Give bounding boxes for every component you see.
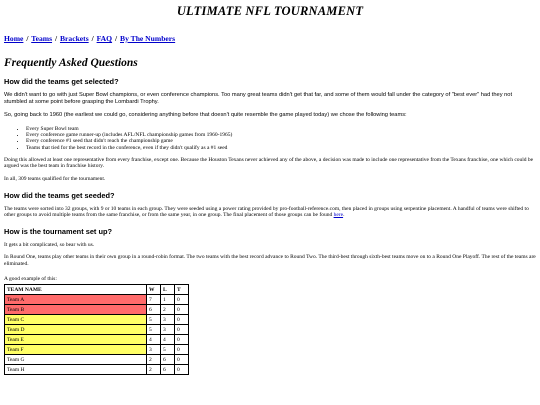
losses-cell: 5 [161, 345, 175, 355]
losses-cell: 2 [161, 305, 175, 315]
wins-cell: 3 [147, 345, 161, 355]
table-row [5, 315, 189, 325]
selection-criteria-list [4, 126, 536, 151]
team-name-cell: Team G [5, 355, 147, 365]
list-item: • Every Super Bowl team [26, 126, 536, 132]
faq-heading: Frequently Asked Questions [4, 57, 138, 69]
ties-cell: 0 [175, 295, 189, 305]
column-header: W [147, 285, 161, 295]
question-team-selection: How did the teams get selected? [4, 77, 119, 86]
answer-paragraph: So, going back to 1960 (the earliest we could go, considering anything before that doesn't quite resemble the game played today) we chose the following teams: [4, 112, 407, 119]
table-row [5, 355, 189, 365]
losses-cell: 1 [161, 295, 175, 305]
answer-paragraph: In Round One, teams play other teams in their own group in a round-robin format. The two teams with the best record advance to Round Two. The third-best through sixth-best teams move on to a Round One Playoff. The rest of the teams are eliminated. [4, 254, 536, 267]
nav-separator: / [26, 34, 29, 43]
wins-cell: 7 [147, 295, 161, 305]
nav-separator: / [91, 34, 94, 43]
example-standings-table [4, 284, 189, 375]
site-title: ULTIMATE NFL TOURNAMENT [176, 4, 364, 18]
losses-cell: 6 [161, 365, 175, 375]
nav-brackets-link[interactable]: Brackets [59, 34, 89, 43]
team-name-cell: Team D [5, 325, 147, 335]
table-row [5, 325, 189, 335]
answer-paragraph: It gets a bit complicated, so bear with us. [4, 241, 95, 248]
list-item: • Teams that tied for the best record in the conference, even if they didn't qualify as a #1 seed [26, 145, 536, 151]
column-header: T [175, 285, 189, 295]
ties-cell: 0 [175, 335, 189, 345]
ties-cell: 0 [175, 345, 189, 355]
nav-by-the-numbers-link[interactable]: By The Numbers [120, 34, 176, 43]
column-header: TEAM NAME [5, 285, 147, 295]
ties-cell: 0 [175, 355, 189, 365]
answer-text: The teams were sorted into 32 groups, with 9 or 10 teams in each group. They were seeded using a power rating provided by pro-football-reference.com, then placed in groups using serpentine placement. A handful of teams were shifted to other groups to avoid multiple teams from the same franchise, or from the same year, in one group. The final placement of those groups can be found [4, 205, 529, 219]
answer-paragraph: We didn't want to go with just Super Bowl champions, or even conference champions. Too many great teams didn't get that far, and some of them would fall under the category of "best ever" had they not stumbled at some point before grasping the Lombardi Trophy. [4, 92, 513, 106]
team-name-cell: Team C [5, 315, 147, 325]
ties-cell: 0 [175, 325, 189, 335]
table-row [5, 335, 189, 345]
losses-cell: 3 [161, 315, 175, 325]
team-name-cell: Team E [5, 335, 147, 345]
example-label: A good example of this: [4, 275, 57, 282]
nav-teams-link[interactable]: Teams [31, 34, 53, 43]
table-row [5, 305, 189, 315]
ties-cell: 0 [175, 365, 189, 375]
column-header: L [161, 285, 175, 295]
table-row [5, 365, 189, 375]
ties-cell: 0 [175, 315, 189, 325]
answer-text: . [343, 212, 345, 219]
team-name-cell: Team F [5, 345, 147, 355]
groups-here-link[interactable]: here [333, 212, 344, 219]
list-item: • Every conference game runner-up (includes AFL/NFL championship games from 1960-1965) [26, 132, 536, 138]
team-name-cell: Team H [5, 365, 147, 375]
table-row [5, 345, 189, 355]
losses-cell: 6 [161, 355, 175, 365]
wins-cell: 2 [147, 355, 161, 365]
question-seeding: How did the teams get seeded? [4, 190, 115, 200]
answer-paragraph: In all, 309 teams qualified for the tournament. [4, 175, 106, 182]
nav-bar [4, 34, 536, 43]
answer-paragraph [4, 206, 536, 219]
question-setup: How is the tournament set up? [4, 226, 112, 236]
nav-home-link[interactable]: Home [4, 34, 24, 43]
answer-paragraph: Doing this allowed at least one representative from every franchise, except one. Because the Houston Texans never achieved any of the above, a decision was made to include one representative from the Texans franchise, one which could be argued was the best team in franchise history. [4, 156, 534, 170]
wins-cell: 2 [147, 365, 161, 375]
losses-cell: 3 [161, 325, 175, 335]
ties-cell: 0 [175, 305, 189, 315]
table-row [5, 295, 189, 305]
nav-separator: / [54, 34, 58, 43]
team-name-cell: Team B [5, 305, 147, 315]
wins-cell: 4 [147, 335, 161, 345]
wins-cell: 5 [147, 325, 161, 335]
list-item: • Every conference #1 seed that didn't reach the championship game [26, 138, 536, 144]
wins-cell: 6 [147, 305, 161, 315]
team-name-cell: Team A [5, 295, 147, 305]
table-header-row [5, 285, 189, 295]
nav-faq-link[interactable]: FAQ [96, 34, 113, 43]
wins-cell: 5 [147, 315, 161, 325]
nav-separator: / [114, 34, 118, 43]
losses-cell: 4 [161, 335, 175, 345]
